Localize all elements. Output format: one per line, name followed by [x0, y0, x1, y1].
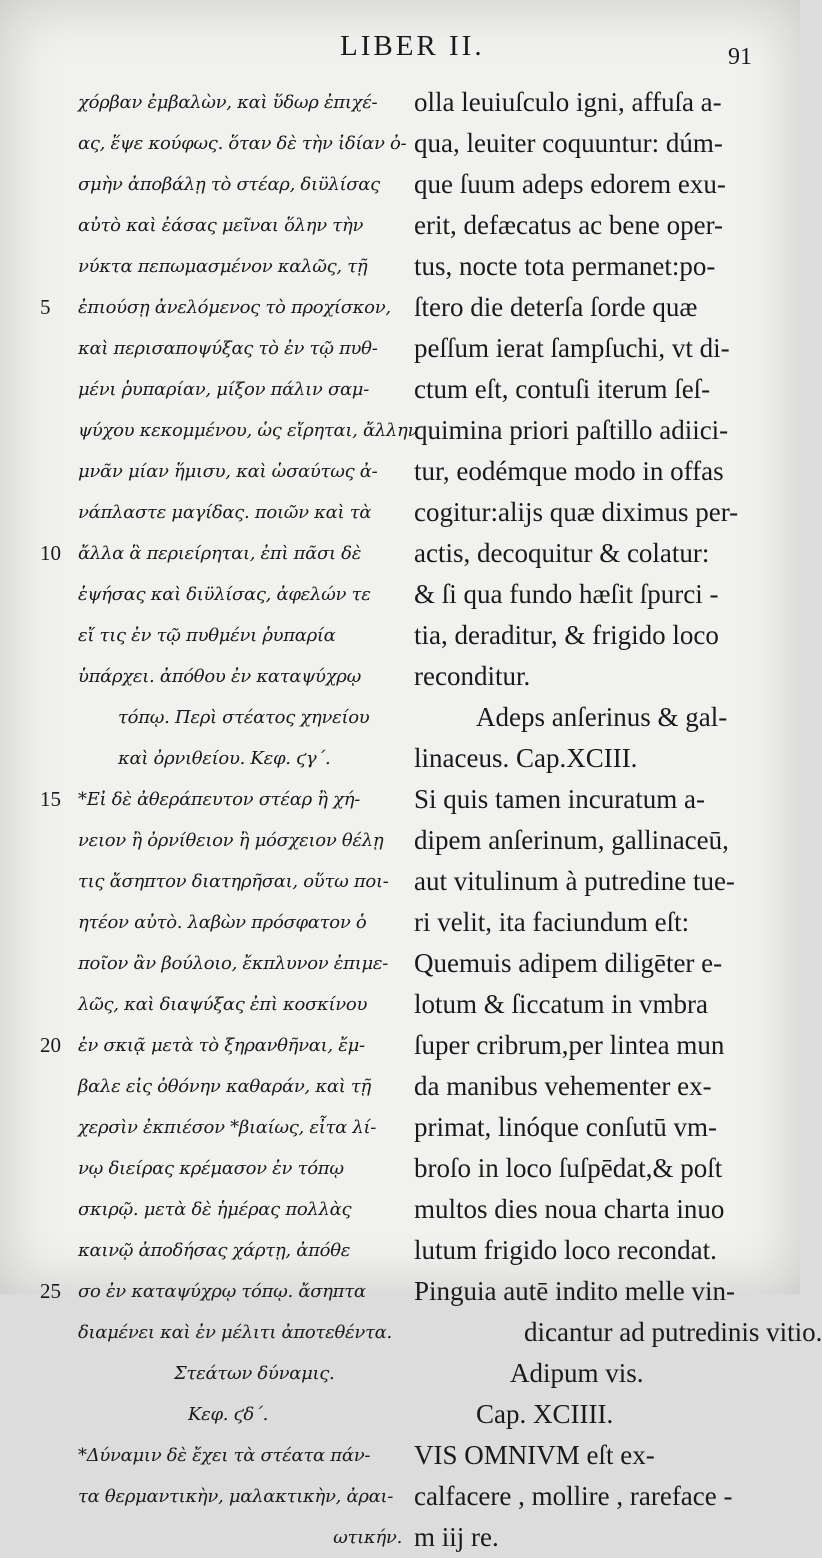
greek-line: σκιρῷ. μετὰ δὲ ἡμέρας πολλὰς: [78, 1199, 352, 1220]
latin-line: m iij re.: [414, 1522, 499, 1552]
greek-line: Κεφ. ϛδ΄.: [188, 1404, 269, 1425]
latin-line: multos dies noua charta inuo: [414, 1194, 725, 1224]
latin-line: dipem anſerinum, gallinaceū,: [414, 825, 729, 855]
greek-line: *Εἰ δὲ ἀθεράπευτον στέαρ ἢ χή-: [78, 789, 361, 810]
margin-line-number: 5: [40, 295, 51, 319]
latin-line: Quemuis adipem diligēter e-: [414, 948, 723, 978]
greek-line: τις ἄσηπτον διατηρῆσαι, οὕτω ποι-: [78, 871, 389, 892]
latin-line: actis, decoquitur & colatur:: [414, 538, 710, 568]
greek-text-column: [78, 82, 419, 1558]
latin-line: lutum frigido loco recondat.: [414, 1235, 717, 1265]
margin-line-number: 10: [40, 541, 61, 565]
greek-line: ωτικήν.: [333, 1527, 402, 1548]
greek-line: καινῷ ἀποδήσας χάρτῃ, ἀπόθε: [78, 1240, 351, 1261]
latin-line: ſtero die deterſa ſorde quæ: [414, 292, 698, 322]
greek-line: νάπλαστε μαγίδας. ποιῶν καὶ τὰ: [78, 502, 372, 523]
greek-line: νῳ διείρας κρέμασον ἐν τόπῳ: [78, 1158, 344, 1179]
greek-line: χερσὶν ἐκπιέσον *βιαίως, εἶτα λί-: [78, 1117, 377, 1138]
greek-line: ἄλλα ἃ περιείρηται, ἐπὶ πᾶσι δὲ: [78, 543, 362, 564]
greek-line: ἑψήσας καὶ διϋλίσας, ἀφελών τε: [78, 584, 371, 605]
greek-line: ψύχου κεκομμένου, ὡς εἴρηται, ἄλλην: [78, 420, 419, 441]
latin-line: erit, defæcatus ac bene oper-: [414, 210, 724, 240]
greek-line: εἴ τις ἐν τῷ πυθμένι ῥυπαρία: [78, 625, 336, 646]
greek-line: καὶ περισαποψύξας τὸ ἐν τῷ πυθ-: [78, 338, 378, 359]
latin-line: reconditur.: [414, 661, 531, 691]
latin-line: lotum & ſiccatum in vmbra: [414, 989, 708, 1019]
greek-line: λῶς, καὶ διαψύξας ἐπὶ κοσκίνου: [78, 994, 368, 1015]
latin-line: quimina priori paſtillo adiici-: [414, 415, 729, 445]
latin-line: Cap. XCIIII.: [476, 1399, 614, 1429]
latin-line: broſo in loco ſuſpēdat,& poſt: [414, 1153, 723, 1183]
latin-line: Adipum vis.: [510, 1358, 644, 1388]
latin-line: Adeps anſerinus & gal-: [476, 702, 728, 732]
latin-line: tia, deraditur, & frigido loco: [414, 620, 719, 650]
latin-line: ſuper cribrum,per lintea mun: [414, 1030, 725, 1060]
greek-line: ἐν σκιᾷ μετὰ τὸ ξηρανθῆναι, ἔμ-: [78, 1035, 365, 1056]
latin-line: qua, leuiter coquuntur: dúm-: [414, 128, 723, 158]
greek-line: νύκτα πεπωμασμένον καλῶς, τῇ: [78, 256, 368, 277]
latin-text-column: [414, 82, 822, 1558]
latin-line: & ſi qua fundo hæſit ſpurci -: [414, 579, 719, 609]
greek-line: Στεάτων δύναμις.: [174, 1363, 335, 1384]
latin-line: olla leuiuſculo igni, affuſa a-: [414, 87, 722, 117]
latin-line: que ſuum adeps edorem exu-: [414, 169, 726, 199]
latin-line: peſſum ierat ſampſuchi, vt di-: [414, 333, 730, 363]
latin-line: da manibus vehementer ex-: [414, 1071, 712, 1101]
greek-line: μένι ῥυπαρίαν, μίξον πάλιν σαμ-: [78, 379, 369, 400]
greek-line: ὑπάρχει. ἀπόθου ἐν καταψύχρῳ: [78, 666, 361, 687]
margin-line-number: 25: [40, 1279, 61, 1303]
latin-line: Si quis tamen incuratum a-: [414, 784, 705, 814]
greek-line: νειον ἢ ὀρνίθειον ἢ μόσχειον θέλῃ: [78, 830, 384, 851]
latin-line: tur, eodémque modo in offas: [414, 456, 724, 486]
greek-line: σμὴν ἀποβάλῃ τὸ στέαρ, διϋλίσας: [78, 174, 380, 195]
latin-line: primat, linóque conſutū vm-: [414, 1112, 717, 1142]
greek-line: ἐπιούσῃ ἀνελόμενος τὸ προχίσκον,: [78, 297, 391, 318]
latin-line: tus, nocte tota permanet:po-: [414, 251, 716, 281]
latin-line: dicantur ad putredinis vitio.: [524, 1317, 822, 1347]
page-header: [0, 30, 800, 70]
latin-line: VIS OMNIVM eſt ex-: [414, 1440, 655, 1470]
latin-line: linaceus. Cap.XCIII.: [414, 743, 638, 773]
margin-line-number: 20: [40, 1033, 61, 1057]
greek-line: μνᾶν μίαν ἥμισυ, καὶ ὡσαύτως ἀ-: [78, 461, 378, 482]
latin-line: cogitur:alijs quæ diximus per-: [414, 497, 739, 527]
greek-line: ποῖον ἂν βούλοιο, ἔκπλυνον ἐπιμε-: [78, 953, 388, 974]
greek-line: αὐτὸ καὶ ἐάσας μεῖναι ὅλην τὴν: [78, 215, 364, 236]
greek-line: ητέον αὐτὸ. λαβὼν πρόσφατον ὁ: [78, 912, 367, 933]
greek-line: καὶ ὀρνιθείου. Κεφ. ϛγ΄.: [118, 748, 331, 769]
greek-line: τα θερμαντικὴν, μαλακτικὴν, ἀραι-: [78, 1486, 394, 1507]
greek-line: ας, ἕψε κούφως. ὅταν δὲ τὴν ἰδίαν ὀ-: [78, 133, 407, 154]
greek-line: χόρβαν ἐμβαλὼν, καὶ ὕδωρ ἐπιχέ-: [78, 92, 378, 113]
greek-line: τόπῳ. Περὶ στέατος χηνείου: [118, 707, 370, 728]
margin-line-number: 15: [40, 787, 61, 811]
greek-line: σο ἐν καταψύχρῳ τόπῳ. ἄσηπτα: [78, 1281, 366, 1302]
greek-line: *Δύναμιν δὲ ἔχει τὰ στέατα πάν-: [78, 1445, 371, 1466]
greek-line: διαμένει καὶ ἐν μέλιτι ἀποτεθέντα.: [78, 1322, 392, 1343]
page-number: 91: [728, 44, 752, 70]
latin-line: Pinguia autē indito melle vin-: [414, 1276, 735, 1306]
greek-line: βαλε εἰς ὀθόνην καθαράν, καὶ τῇ: [78, 1076, 372, 1097]
running-head: LIBER II.: [340, 30, 485, 62]
latin-line: aut vitulinum à putredine tue-: [414, 866, 735, 896]
latin-line: ctum eſt, contuſi iterum ſeſ-: [414, 374, 711, 404]
latin-line: calfacere , mollire , rareface -: [414, 1481, 733, 1511]
latin-line: ri velit, ita faciundum eſt:: [414, 907, 690, 937]
